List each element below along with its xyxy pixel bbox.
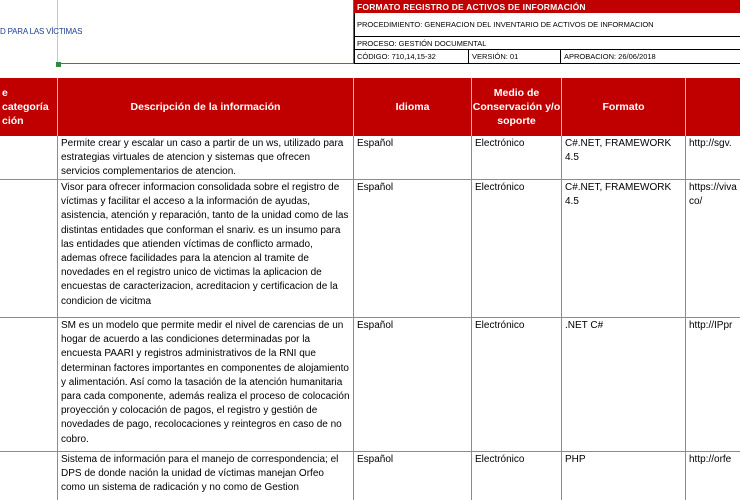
cell-idioma[interactable]: Español (354, 136, 472, 179)
header-idioma: Idioma (354, 78, 472, 136)
cell-medio[interactable]: Electrónico (472, 136, 562, 179)
cell-descripcion[interactable]: SM es un modelo que permite medir el nivel de carencias de un hogar de acuerdo a las condiciones determinadas por la encuesta PAARI y registros administrativos de la RNI que determinan factores importantes en componentes de alojamiento y alimentación. Así como la tasación de la atención humanitaria para cada componente, además realiza el proceso de colocación proyección y colocación de pagos, el registro y gestión de novedades de pago, recolocaciones y reintegros en caso de no cobro. (58, 318, 354, 451)
codigo-row (354, 50, 740, 64)
cell-categoria[interactable] (0, 318, 58, 451)
procedimiento-label: PROCEDIMIENTO: GENERACION DEL INVENTARIO DE ACTIVOS DE INFORMACION (354, 13, 740, 37)
fill-handle[interactable] (56, 62, 61, 67)
table-row (0, 452, 740, 500)
cell-medio[interactable]: Electrónico (472, 180, 562, 317)
cell-formato[interactable]: PHP (562, 452, 686, 500)
cell-descripcion[interactable]: Sistema de información para el manejo de correspondencia; el DPS de donde nación la unidad de víctimas manejan Orfeo como un sistema de radicación y no como de Gestion (58, 452, 354, 500)
cell-categoria[interactable] (0, 180, 58, 317)
cell-url[interactable]: http://IPpr (689, 320, 733, 331)
cell-url[interactable]: https://viva co/ (689, 182, 737, 208)
cell-url[interactable]: http://sgv. (689, 138, 732, 149)
table-row (0, 318, 740, 452)
table-row (0, 136, 740, 180)
form-title: FORMATO REGISTRO DE ACTIVOS DE INFORMACIÓN (354, 0, 740, 13)
proceso-label: PROCESO: GESTIÓN DOCUMENTAL (354, 37, 740, 50)
cell-idioma[interactable]: Español (354, 180, 472, 317)
selected-cell[interactable] (58, 0, 354, 64)
codigo-label: CÓDIGO: 710,14,15-32 (354, 50, 469, 64)
cell-medio[interactable]: Electrónico (472, 318, 562, 451)
header-medio: Medio de Conservación y/o soporte (472, 78, 562, 136)
cell-categoria[interactable] (0, 136, 58, 179)
cell-idioma[interactable]: Español (354, 318, 472, 451)
header-descripcion: Descripción de la información (58, 78, 354, 136)
cell-medio[interactable]: Electrónico (472, 452, 562, 500)
version-label: VERSIÓN: 01 (469, 50, 561, 64)
cell-idioma[interactable]: Español (354, 452, 472, 500)
cell-descripcion[interactable]: Permite crear y escalar un caso a partir de un ws, utilizado para estrategias virtuales de atencion y sistemas que ofrecen servicios complementarios de atencion. (58, 136, 354, 179)
cell-url[interactable]: http://orfe (689, 454, 732, 465)
cell-formato[interactable]: C#.NET, FRAMEWORK 4.5 (562, 136, 686, 179)
cell-formato[interactable]: C#.NET, FRAMEWORK 4.5 (562, 180, 686, 317)
table-row (0, 180, 740, 318)
cell-categoria[interactable] (0, 452, 58, 500)
logo-text: D PARA LAS VÍCTIMAS (0, 27, 83, 36)
header-extra (686, 78, 740, 136)
header-formato: Formato (562, 78, 686, 136)
cell-descripcion[interactable]: Visor para ofrecer informacion consolidada sobre el registro de víctimas y facilitar el acceso a la información de ayudas, asistencia, atención y reparación, tanto de la unidad como de las distintas entidades que conforman el snariv. es un insumo para las entidades que atienden víctimas de conflicto armado, ademas ofrece facilidades para la atencion al tramite de novedades en el registro unico de victimas la aplicacion de encuestas de caracterizacion, acreditacion y certificacion de la condicion de vicitma (58, 180, 354, 317)
cell-formato[interactable]: .NET C# (562, 318, 686, 451)
header-categoria: e categoría ción (0, 78, 58, 136)
aprobacion-label: APROBACION: 26/06/2018 (564, 51, 656, 61)
